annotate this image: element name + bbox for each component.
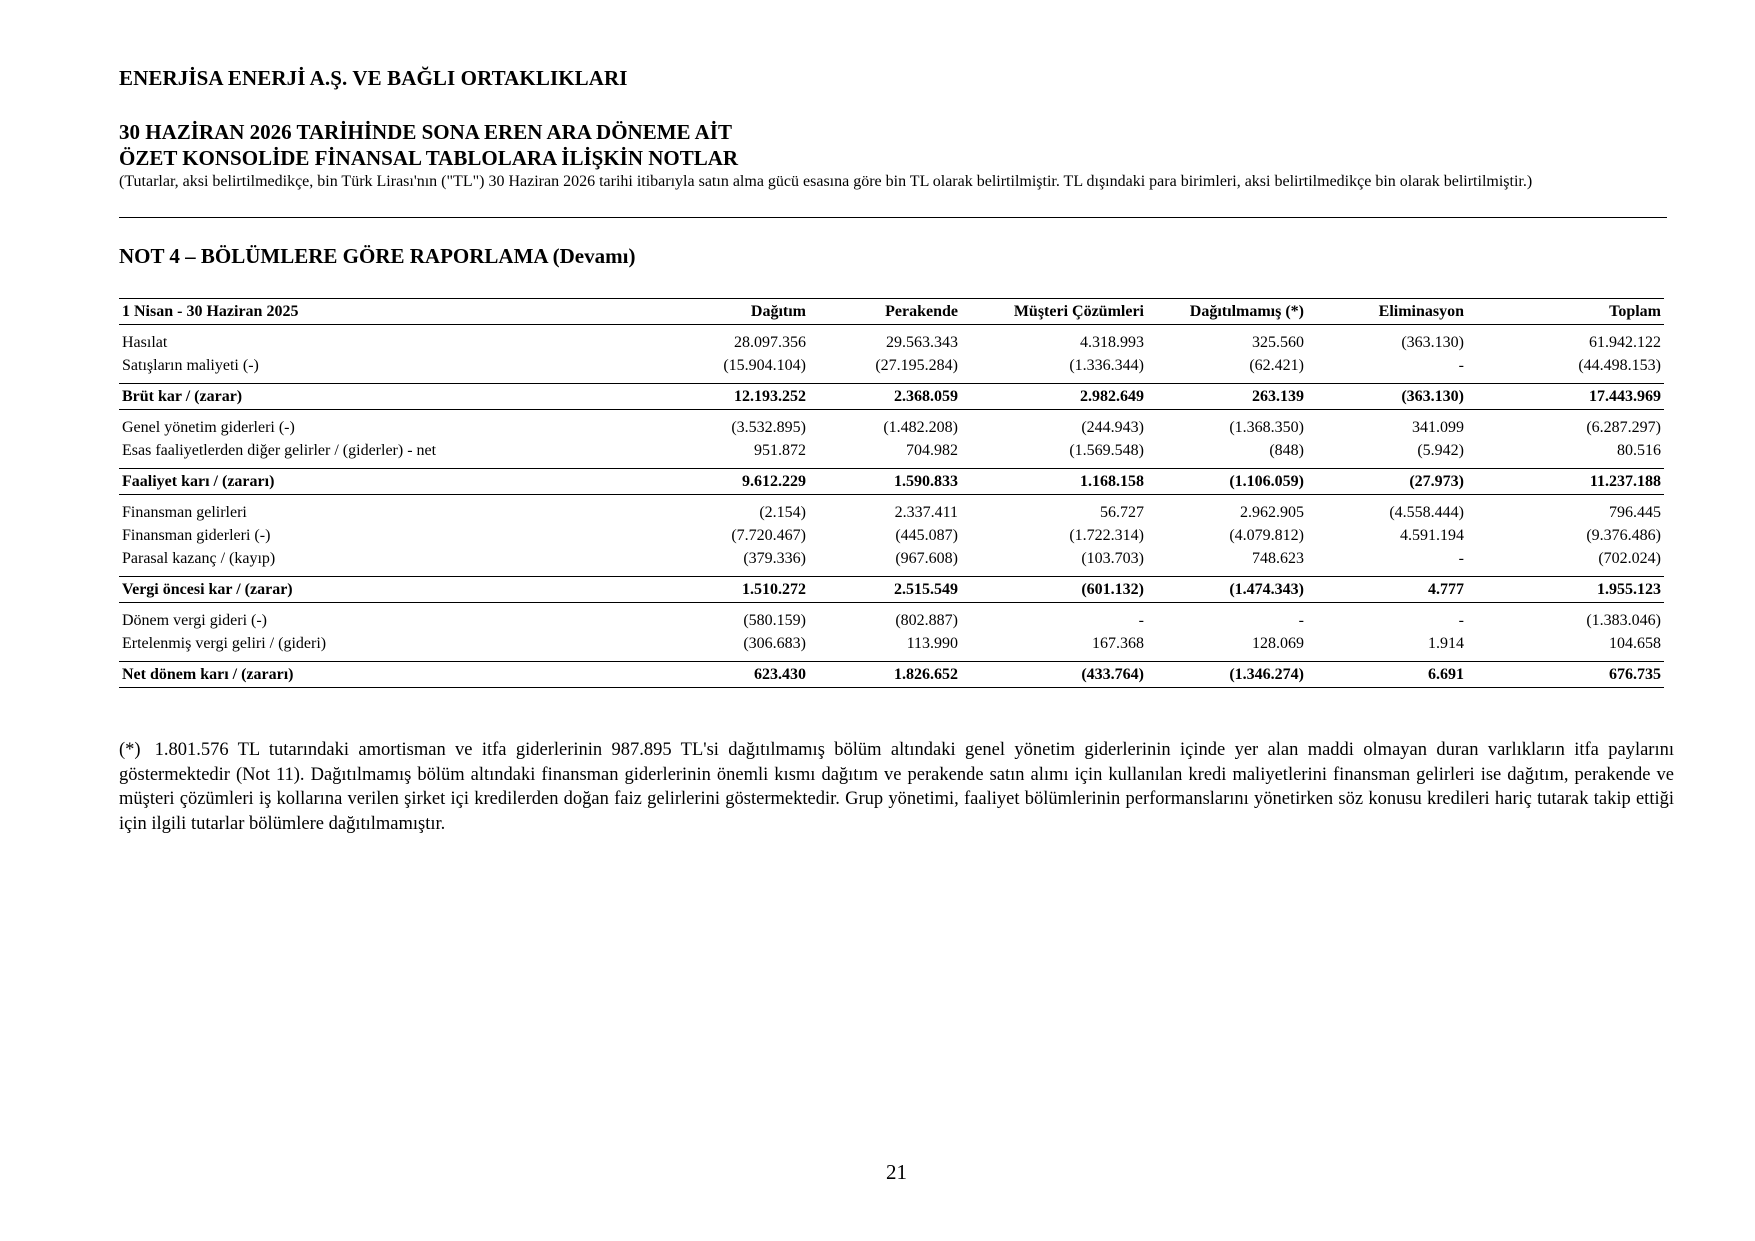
row-value: 341.099 (1412, 418, 1464, 436)
row-value: (44.498.153) (1578, 356, 1661, 374)
row-value: 28.097.356 (734, 333, 806, 351)
row-value: (27.973) (1307, 469, 1467, 495)
segment-reporting-table (119, 298, 1664, 688)
row-value: 61.942.122 (1589, 333, 1661, 351)
row-value: 1.914 (1428, 634, 1464, 652)
report-title-line-2: ÖZET KONSOLİDE FİNANSAL TABLOLARA İLİŞKİN NOTLAR (119, 146, 739, 170)
row-value: 167.368 (1092, 634, 1144, 652)
row-value: 128.069 (1252, 634, 1304, 652)
table-row (119, 547, 1664, 570)
net-profit-row (119, 662, 1664, 688)
row-value: 29.563.343 (886, 333, 958, 351)
row-value: (802.887) (895, 611, 958, 629)
row-value: (1.383.046) (1586, 611, 1661, 629)
row-value: 748.623 (1252, 549, 1304, 567)
row-value: (702.024) (1598, 549, 1661, 567)
row-label: Finansman gelirleri (122, 503, 247, 521)
row-value: 1.510.272 (629, 577, 809, 603)
row-label: Faaliyet karı / (zararı) (119, 469, 629, 495)
row-value: (363.130) (1307, 384, 1467, 410)
row-value: (5.942) (1417, 441, 1464, 459)
row-value: 623.430 (629, 662, 809, 688)
row-label: Brüt kar / (zarar) (119, 384, 629, 410)
note-title: NOT 4 – BÖLÜMLERE GÖRE RAPORLAMA (Devamı) (119, 244, 636, 268)
row-label: Net dönem karı / (zararı) (119, 662, 629, 688)
row-value: 2.368.059 (809, 384, 961, 410)
table-row (119, 416, 1664, 439)
row-value: - (1458, 549, 1464, 567)
table-row (119, 439, 1664, 462)
company-name: ENERJİSA ENERJİ A.Ş. VE BAĞLI ORTAKLIKLARI (119, 66, 628, 90)
row-value: (1.474.343) (1147, 577, 1307, 603)
row-value: (363.130) (1401, 333, 1464, 351)
row-value: (379.336) (743, 549, 806, 567)
column-header-total: Toplam (1467, 299, 1664, 325)
row-value: 2.982.649 (961, 384, 1147, 410)
row-value: (1.346.274) (1147, 662, 1307, 688)
row-value: 676.735 (1467, 662, 1664, 688)
currency-note: (Tutarlar, aksi belirtilmedikçe, bin Türk Lirası'nın ("TL") 30 Haziran 2026 tarihi itibarıyla satın alma gücü esasına göre bin TL olarak belirtilmiştir. TL dışındaki para birimleri, aksi belirtilmedikçe bin olarak belirtilmiştir.) (119, 173, 1533, 190)
row-value: (1.106.059) (1147, 469, 1307, 495)
row-value: (580.159) (743, 611, 806, 629)
column-header-distribution: Dağıtım (629, 299, 809, 325)
row-value: 2.337.411 (894, 503, 958, 521)
row-label: Genel yönetim giderleri (-) (122, 418, 295, 436)
row-value: 6.691 (1307, 662, 1467, 688)
row-value: 4.318.993 (1080, 333, 1144, 351)
row-value: 951.872 (754, 441, 806, 459)
footnote-marker: (*) (119, 740, 141, 760)
row-value: (848) (1269, 441, 1304, 459)
row-value: (6.287.297) (1586, 418, 1661, 436)
page-number: 21 (886, 1160, 907, 1184)
row-value: 104.658 (1609, 634, 1661, 652)
subtotal-row (119, 577, 1664, 603)
row-value: 56.727 (1100, 503, 1144, 521)
row-value: 796.445 (1609, 503, 1661, 521)
row-value: 80.516 (1617, 441, 1661, 459)
row-value: (2.154) (759, 503, 806, 521)
row-label: Hasılat (122, 333, 168, 351)
row-value: (4.558.444) (1389, 503, 1464, 521)
row-label: Esas faaliyetlerden diğer gelirler / (giderler) - net (122, 441, 437, 459)
row-value: 1.590.833 (809, 469, 961, 495)
footnote-text: 1.801.576 TL tutarındaki amortisman ve itfa giderlerinin 987.895 TL'si dağıtılmamış bölüm altındaki genel yönetim giderlerinin içinde yer alan maddi olmayan duran varlıkların itfa paylarını göstermektedir (Not 11). Dağıtılmamış bölüm altındaki finansman giderlerinin önemli kısmı dağıtım ve perakende satın alımı için kullanılan kredi maliyetlerini finansman gelirleri ise dağıtım, perakende ve müşteri çözümleri iş kollarına verilen şirket içi kredilerden doğan faiz gelirlerini göstermektedir. Grup yönetimi, faaliyet bölümlerinin performanslarını yönetirken söz konusu kredileri hariç tutarak takip ettiği için ilgili tutarlar bölümlere dağıtılmamıştır. (119, 740, 1674, 834)
row-value: (306.683) (743, 634, 806, 652)
footnote (119, 738, 1674, 836)
row-value: (15.904.104) (723, 356, 806, 374)
row-value: 4.591.194 (1400, 526, 1464, 544)
row-value: (1.569.548) (1069, 441, 1144, 459)
column-header-period: 1 Nisan - 30 Haziran 2025 (119, 299, 629, 325)
row-value: - (1298, 611, 1304, 629)
row-value: 4.777 (1307, 577, 1467, 603)
column-header-unallocated: Dağıtılmamış (*) (1147, 299, 1307, 325)
row-value: 1.955.123 (1467, 577, 1664, 603)
row-value: (1.336.344) (1069, 356, 1144, 374)
row-value: - (1138, 611, 1144, 629)
row-value: 2.962.905 (1240, 503, 1304, 521)
row-value: 263.139 (1147, 384, 1307, 410)
table-row (119, 354, 1664, 377)
row-value: (244.943) (1081, 418, 1144, 436)
column-header-customer-solutions: Müşteri Çözümleri (961, 299, 1147, 325)
column-header-elimination: Eliminasyon (1307, 299, 1467, 325)
row-value: (9.376.486) (1586, 526, 1661, 544)
row-label: Dönem vergi gideri (-) (122, 611, 267, 629)
table-row (119, 524, 1664, 547)
table-row (119, 331, 1664, 354)
table-row (119, 609, 1664, 632)
row-value: (27.195.284) (875, 356, 958, 374)
row-value: (1.722.314) (1069, 526, 1144, 544)
report-title-line-1: 30 HAZİRAN 2026 TARİHİNDE SONA EREN ARA DÖNEME AİT (119, 120, 732, 144)
row-value: 1.168.158 (961, 469, 1147, 495)
header-divider (119, 217, 1667, 218)
row-value: 11.237.188 (1467, 469, 1664, 495)
row-value: - (1458, 356, 1464, 374)
row-label: Ertelenmiş vergi geliri / (gideri) (122, 634, 327, 652)
row-value: (1.368.350) (1229, 418, 1304, 436)
row-value: (967.608) (895, 549, 958, 567)
row-value: 9.612.229 (629, 469, 809, 495)
row-value: 1.826.652 (809, 662, 961, 688)
subtotal-row (119, 384, 1664, 410)
subtotal-row (119, 469, 1664, 495)
row-value: 325.560 (1252, 333, 1304, 351)
table-row (119, 501, 1664, 524)
row-value: (4.079.812) (1229, 526, 1304, 544)
table-row (119, 632, 1664, 655)
row-value: - (1458, 611, 1464, 629)
document-page (119, 0, 1674, 1241)
row-value: 704.982 (906, 441, 958, 459)
row-value: (3.532.895) (731, 418, 806, 436)
column-header-retail: Perakende (809, 299, 961, 325)
row-value: 2.515.549 (809, 577, 961, 603)
row-label: Finansman giderleri (-) (122, 526, 271, 544)
row-label: Satışların maliyeti (-) (122, 356, 259, 374)
row-value: 12.193.252 (629, 384, 809, 410)
row-value: 113.990 (906, 634, 958, 652)
row-value: (433.764) (961, 662, 1147, 688)
row-value: (445.087) (895, 526, 958, 544)
row-value: 17.443.969 (1467, 384, 1664, 410)
row-value: (62.421) (1249, 356, 1304, 374)
row-value: (1.482.208) (883, 418, 958, 436)
row-value: (7.720.467) (731, 526, 806, 544)
row-label: Vergi öncesi kar / (zarar) (119, 577, 629, 603)
row-value: (103.703) (1081, 549, 1144, 567)
row-value: (601.132) (961, 577, 1147, 603)
table-header-row (119, 299, 1664, 325)
row-label: Parasal kazanç / (kayıp) (122, 549, 276, 567)
